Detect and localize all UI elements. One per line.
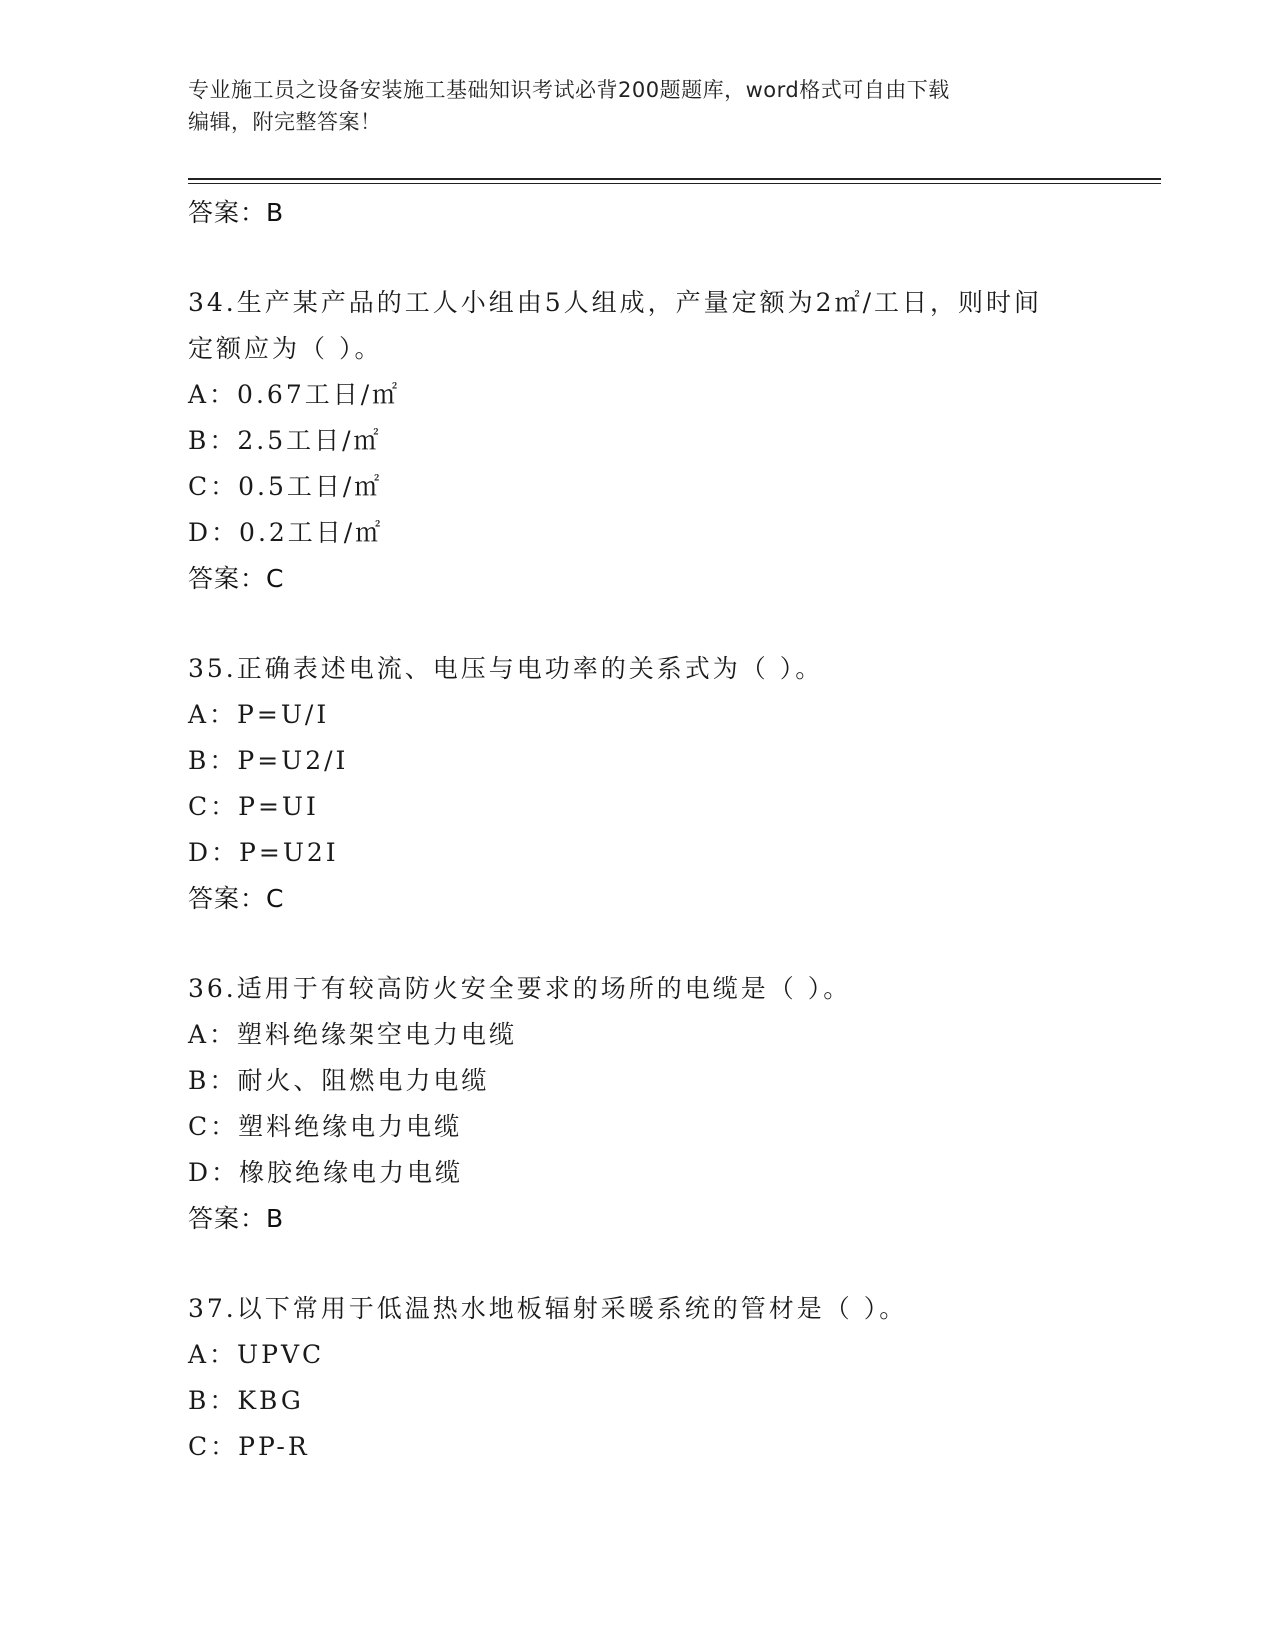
option-b: B：2.5工日/㎡ bbox=[188, 426, 382, 455]
question-stem: 35.正确表述电流、电压与电功率的关系式为（ ）。 bbox=[188, 654, 824, 683]
previous-answer: 答案：B bbox=[188, 198, 285, 227]
option-d: D：P=U2I bbox=[188, 838, 339, 867]
option-a: A：0.67工日/㎡ bbox=[188, 380, 401, 409]
option-c: C：PP-R bbox=[188, 1432, 310, 1461]
question-34 bbox=[188, 280, 1088, 602]
option-b: B：P=U2/I bbox=[188, 746, 349, 775]
question-stem: 36.适用于有较高防火安全要求的场所的电缆是（ ）。 bbox=[188, 974, 852, 1003]
option-a: A：塑料绝缘架空电力电缆 bbox=[188, 1020, 518, 1049]
option-d: D：0.2工日/㎡ bbox=[188, 518, 384, 547]
question-stem: 34.生产某产品的工人小组由5人组成，产量定额为2㎡/工日，则时间 bbox=[188, 288, 1042, 317]
question-stem: 37.以下常用于低温热水地板辐射采暖系统的管材是（ ）。 bbox=[188, 1294, 908, 1323]
answer: 答案：B bbox=[188, 1204, 285, 1233]
option-d: D：橡胶绝缘电力电缆 bbox=[188, 1158, 464, 1187]
header-divider-thick bbox=[188, 178, 1161, 180]
header-divider-thin bbox=[188, 183, 1161, 184]
option-b: B：耐火、阻燃电力电缆 bbox=[188, 1066, 490, 1095]
question-list bbox=[188, 190, 1088, 1470]
question-35 bbox=[188, 646, 1088, 922]
option-c: C：0.5工日/㎡ bbox=[188, 472, 383, 501]
option-b: B：KBG bbox=[188, 1386, 304, 1415]
document-header bbox=[188, 74, 1068, 138]
header-line-1: 专业施工员之设备安装施工基础知识考试必背200题题库，word格式可自由下载 bbox=[188, 78, 950, 102]
option-c: C：塑料绝缘电力电缆 bbox=[188, 1112, 463, 1141]
question-37 bbox=[188, 1286, 1088, 1470]
option-a: A：P=U/I bbox=[188, 700, 330, 729]
option-a: A：UPVC bbox=[188, 1340, 325, 1369]
answer: 答案：C bbox=[188, 564, 285, 593]
question-stem: 定额应为（ ）。 bbox=[188, 334, 383, 363]
option-c: C：P=UI bbox=[188, 792, 319, 821]
question-36 bbox=[188, 966, 1088, 1242]
answer: 答案：C bbox=[188, 884, 285, 913]
header-line-2: 编辑，附完整答案！ bbox=[188, 110, 382, 134]
